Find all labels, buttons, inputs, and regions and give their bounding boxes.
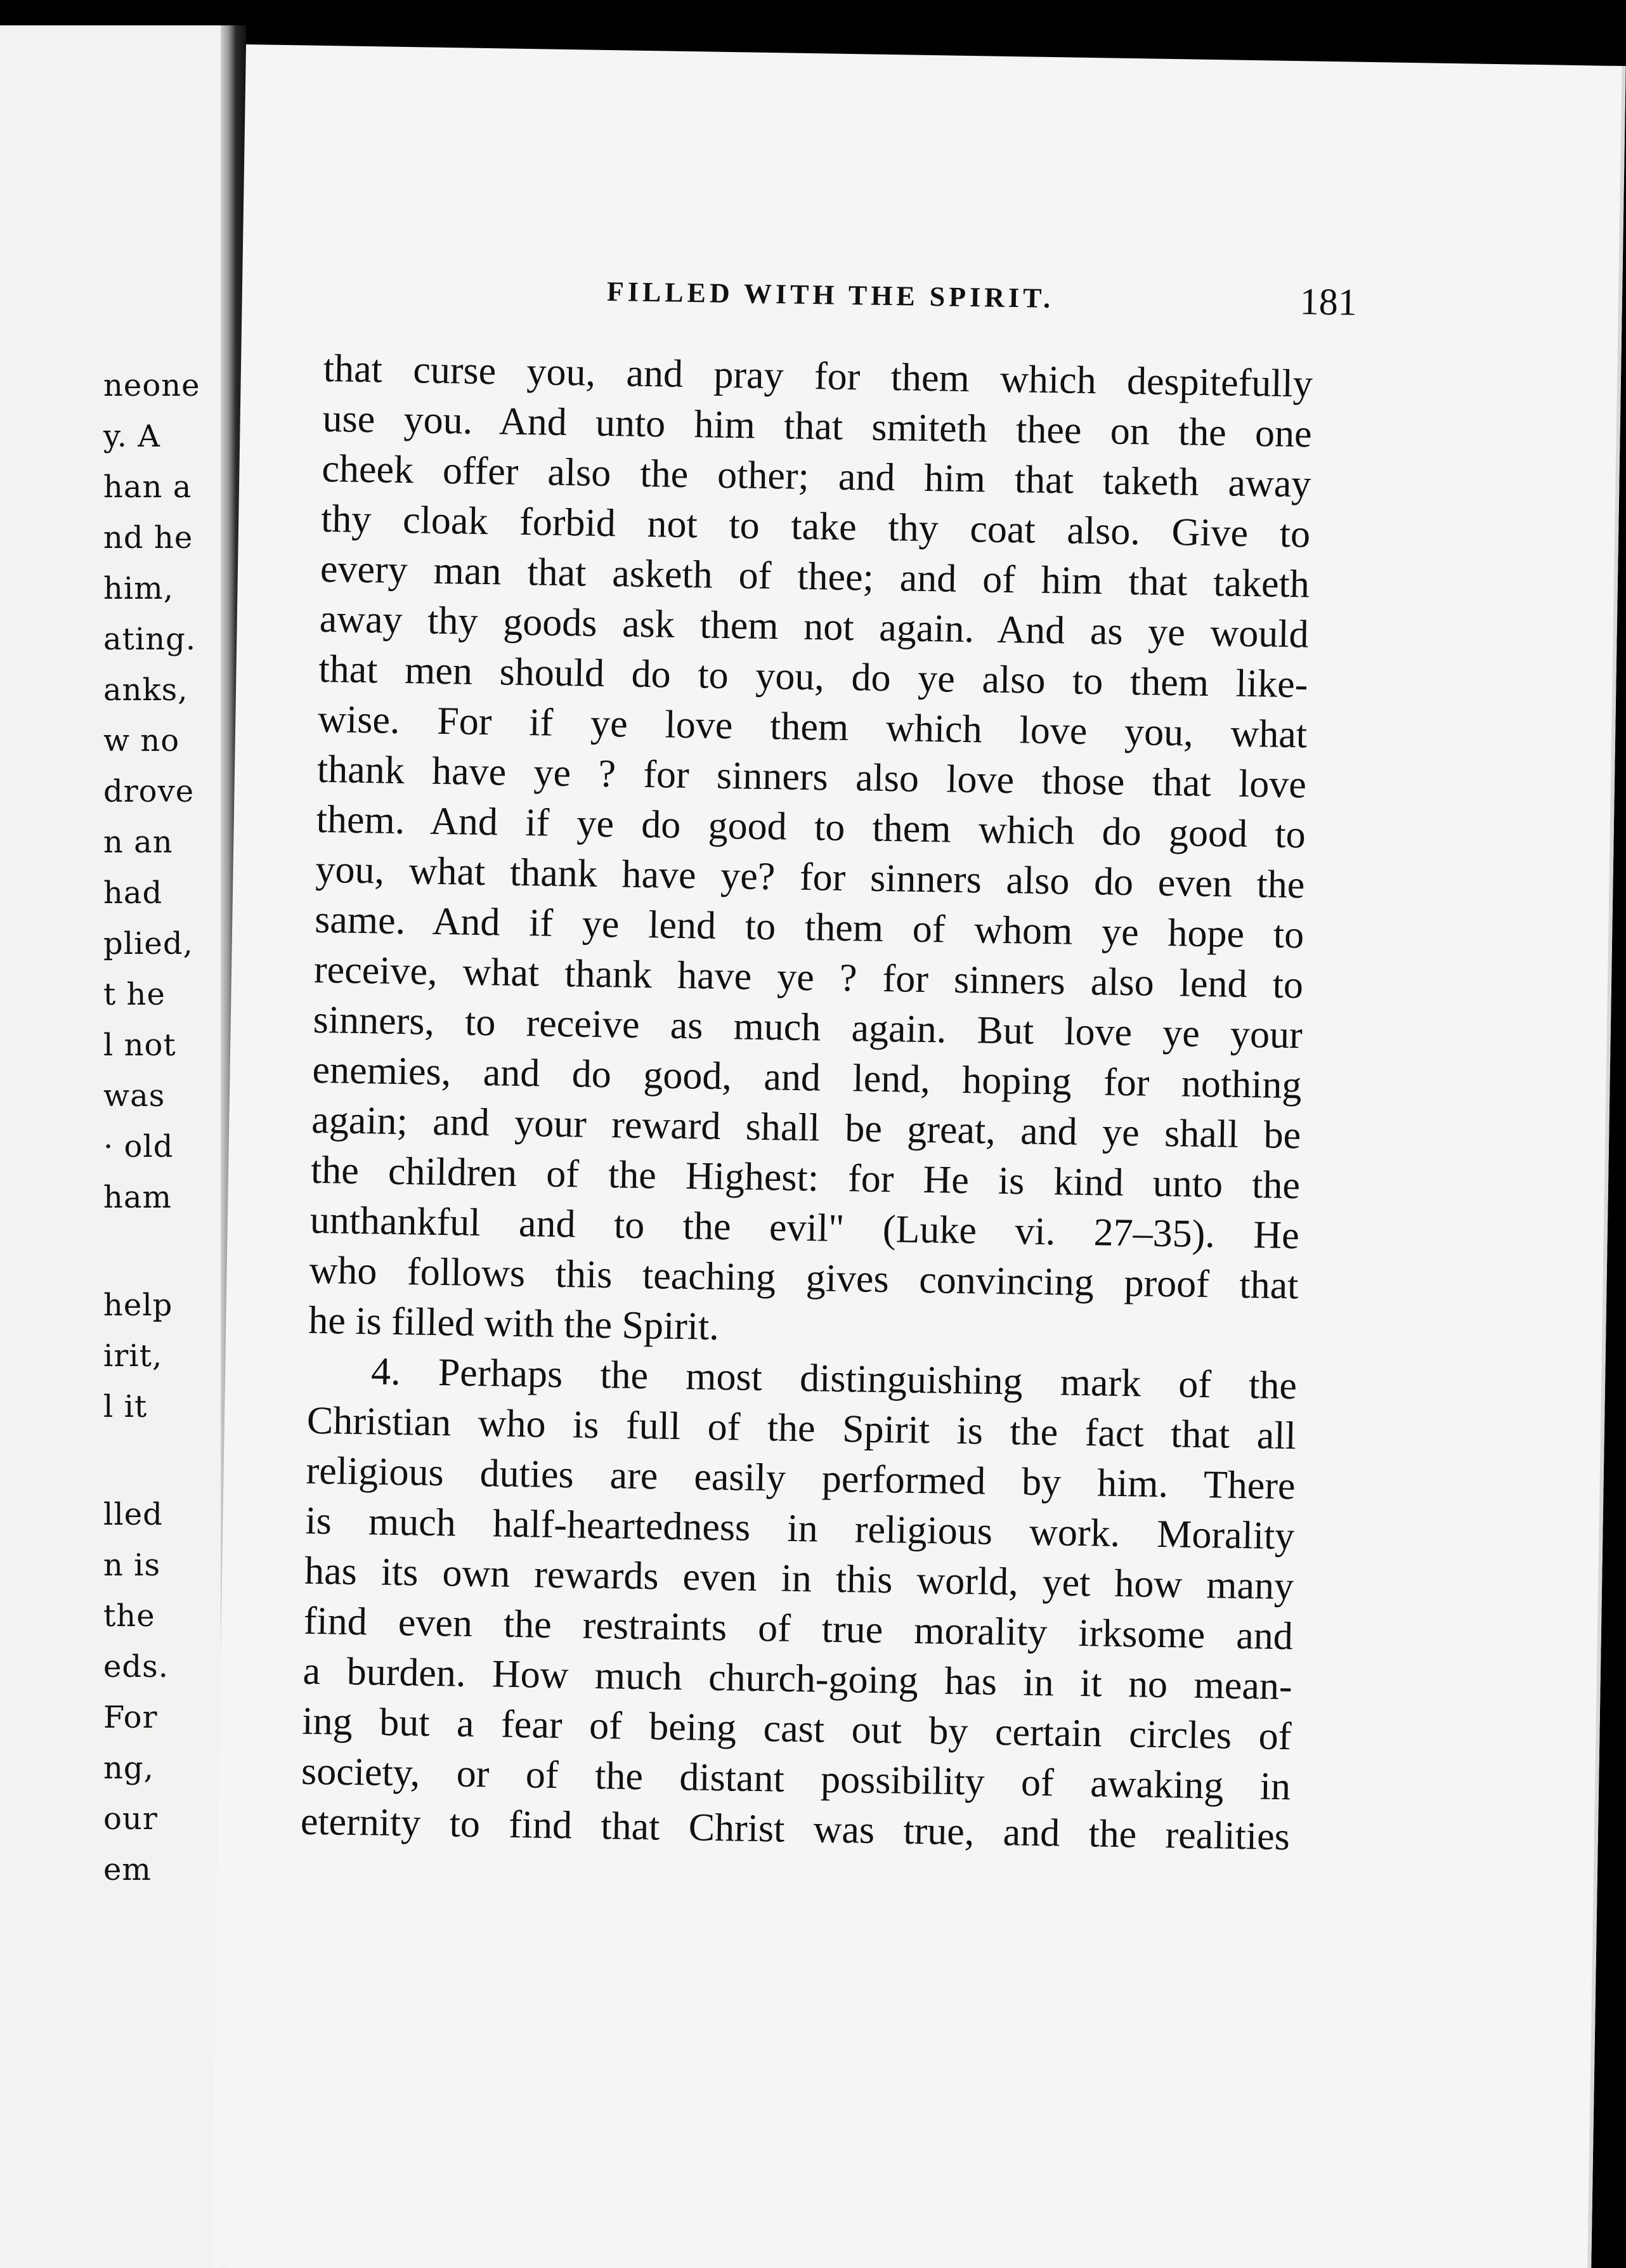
text-line: thank have ye ? for sinners also love those that love [316, 747, 1307, 807]
text-line: ing but a fear of being cast out by certain circles of [301, 1699, 1292, 1759]
left-line-fragment: n is [103, 1548, 161, 1583]
text-line: has its own rewards even in this world, yet how many [304, 1549, 1294, 1608]
text-line: eternity to find that Christ was true, and the realities [300, 1799, 1291, 1859]
text-line: you, what thank have ye? for sinners also do even the [315, 847, 1305, 907]
text-line: every man that asketh of thee; and of him that taketh [320, 547, 1310, 606]
left-line-fragment: em [103, 1852, 152, 1887]
left-line-fragment: eds. [103, 1649, 169, 1685]
body-text [300, 344, 1313, 1862]
page-edge [1587, 66, 1626, 2268]
left-line-fragment: For [103, 1700, 158, 1735]
left-line-fragment: our [103, 1801, 158, 1837]
left-line-fragment: n an [103, 824, 173, 860]
right-page [211, 44, 1626, 2268]
text-line: same. And if ye lend to them of whom ye hope to [314, 897, 1304, 957]
text-line: receive, what thank have ye ? for sinners also lend to [313, 948, 1304, 1007]
left-line-fragment: plied, [103, 926, 193, 961]
running-head: FILLED WITH THE SPIRIT. [606, 275, 1055, 315]
left-line-fragment: w no [103, 723, 180, 759]
page-number: 181 [1299, 280, 1358, 323]
left-line-fragment: irit, [103, 1338, 163, 1374]
left-line-fragment: ating. [103, 622, 197, 657]
text-line: cheek offer also the other; and him that taketh away [321, 446, 1311, 506]
left-line-fragment: him, [103, 571, 174, 606]
left-line-fragment: · old [103, 1129, 174, 1164]
text-line: Christian who is full of the Spirit is the fact that all [306, 1398, 1297, 1458]
left-line-fragment: lled [103, 1497, 163, 1532]
text-line: a burden. How much church-going has in it no mean- [302, 1649, 1293, 1709]
left-line-fragment: the [103, 1598, 155, 1634]
text-line: away thy goods ask them not again. And as ye would [319, 597, 1310, 656]
left-line-fragment: was [103, 1078, 166, 1114]
text-line: that curse you, and pray for them which despitefully [323, 346, 1313, 406]
text-line: wise. For if ye love them which love you, what [317, 697, 1308, 757]
text-line: he is filled with the Spirit. [308, 1298, 720, 1348]
left-line-fragment: anks, [103, 672, 188, 708]
text-line: use you. And unto him that smiteth thee on the one [322, 396, 1313, 456]
left-line-fragment: ham [103, 1180, 172, 1215]
text-line: find even the restraints of true morality irksome and [303, 1599, 1294, 1659]
left-line-fragment: help [103, 1287, 173, 1323]
left-line-fragment: l it [103, 1389, 148, 1424]
text-line: thy cloak forbid not to take thy coat also. Give to [320, 497, 1311, 556]
left-line-fragment: l not [103, 1027, 176, 1063]
text-line: society, or of the distant possibility of awaking in [301, 1749, 1291, 1809]
paragraph-start-line: 4. Perhaps the most distinguishing mark of the [370, 1350, 1298, 1408]
left-line-fragment: nd he [103, 520, 193, 556]
text-line: enemies, and do good, and lend, hoping for nothing [312, 1048, 1302, 1107]
left-facing-page [0, 25, 221, 2268]
text-line: who follows this teaching gives convincing proof that [309, 1248, 1299, 1308]
left-line-fragment: han a [103, 469, 192, 505]
text-line: them. And if ye do good to them which do good to [316, 797, 1306, 857]
left-line-fragment: y. A [103, 419, 160, 454]
text-line: unthankful and to the evil" (Luke vi. 27–35). He [309, 1198, 1300, 1258]
text-line: that men should do to you, do ye also to them like- [318, 647, 1308, 707]
text-line: religious duties are easily performed by him. There [306, 1449, 1296, 1508]
text-line: the children of the Highest: for He is kind unto the [310, 1148, 1301, 1208]
left-line-fragment: neone [103, 368, 200, 403]
left-line-fragment: drove [103, 774, 195, 809]
left-line-fragment: t he [103, 977, 166, 1012]
text-line: again; and your reward shall be great, and ye shall be [311, 1098, 1301, 1157]
left-line-fragment: had [103, 875, 163, 911]
text-line: is much half-heartedness in religious work. Morality [304, 1499, 1295, 1558]
left-line-fragment: ng, [103, 1750, 154, 1786]
text-line: sinners, to receive as much again. But love ye your [313, 998, 1303, 1057]
